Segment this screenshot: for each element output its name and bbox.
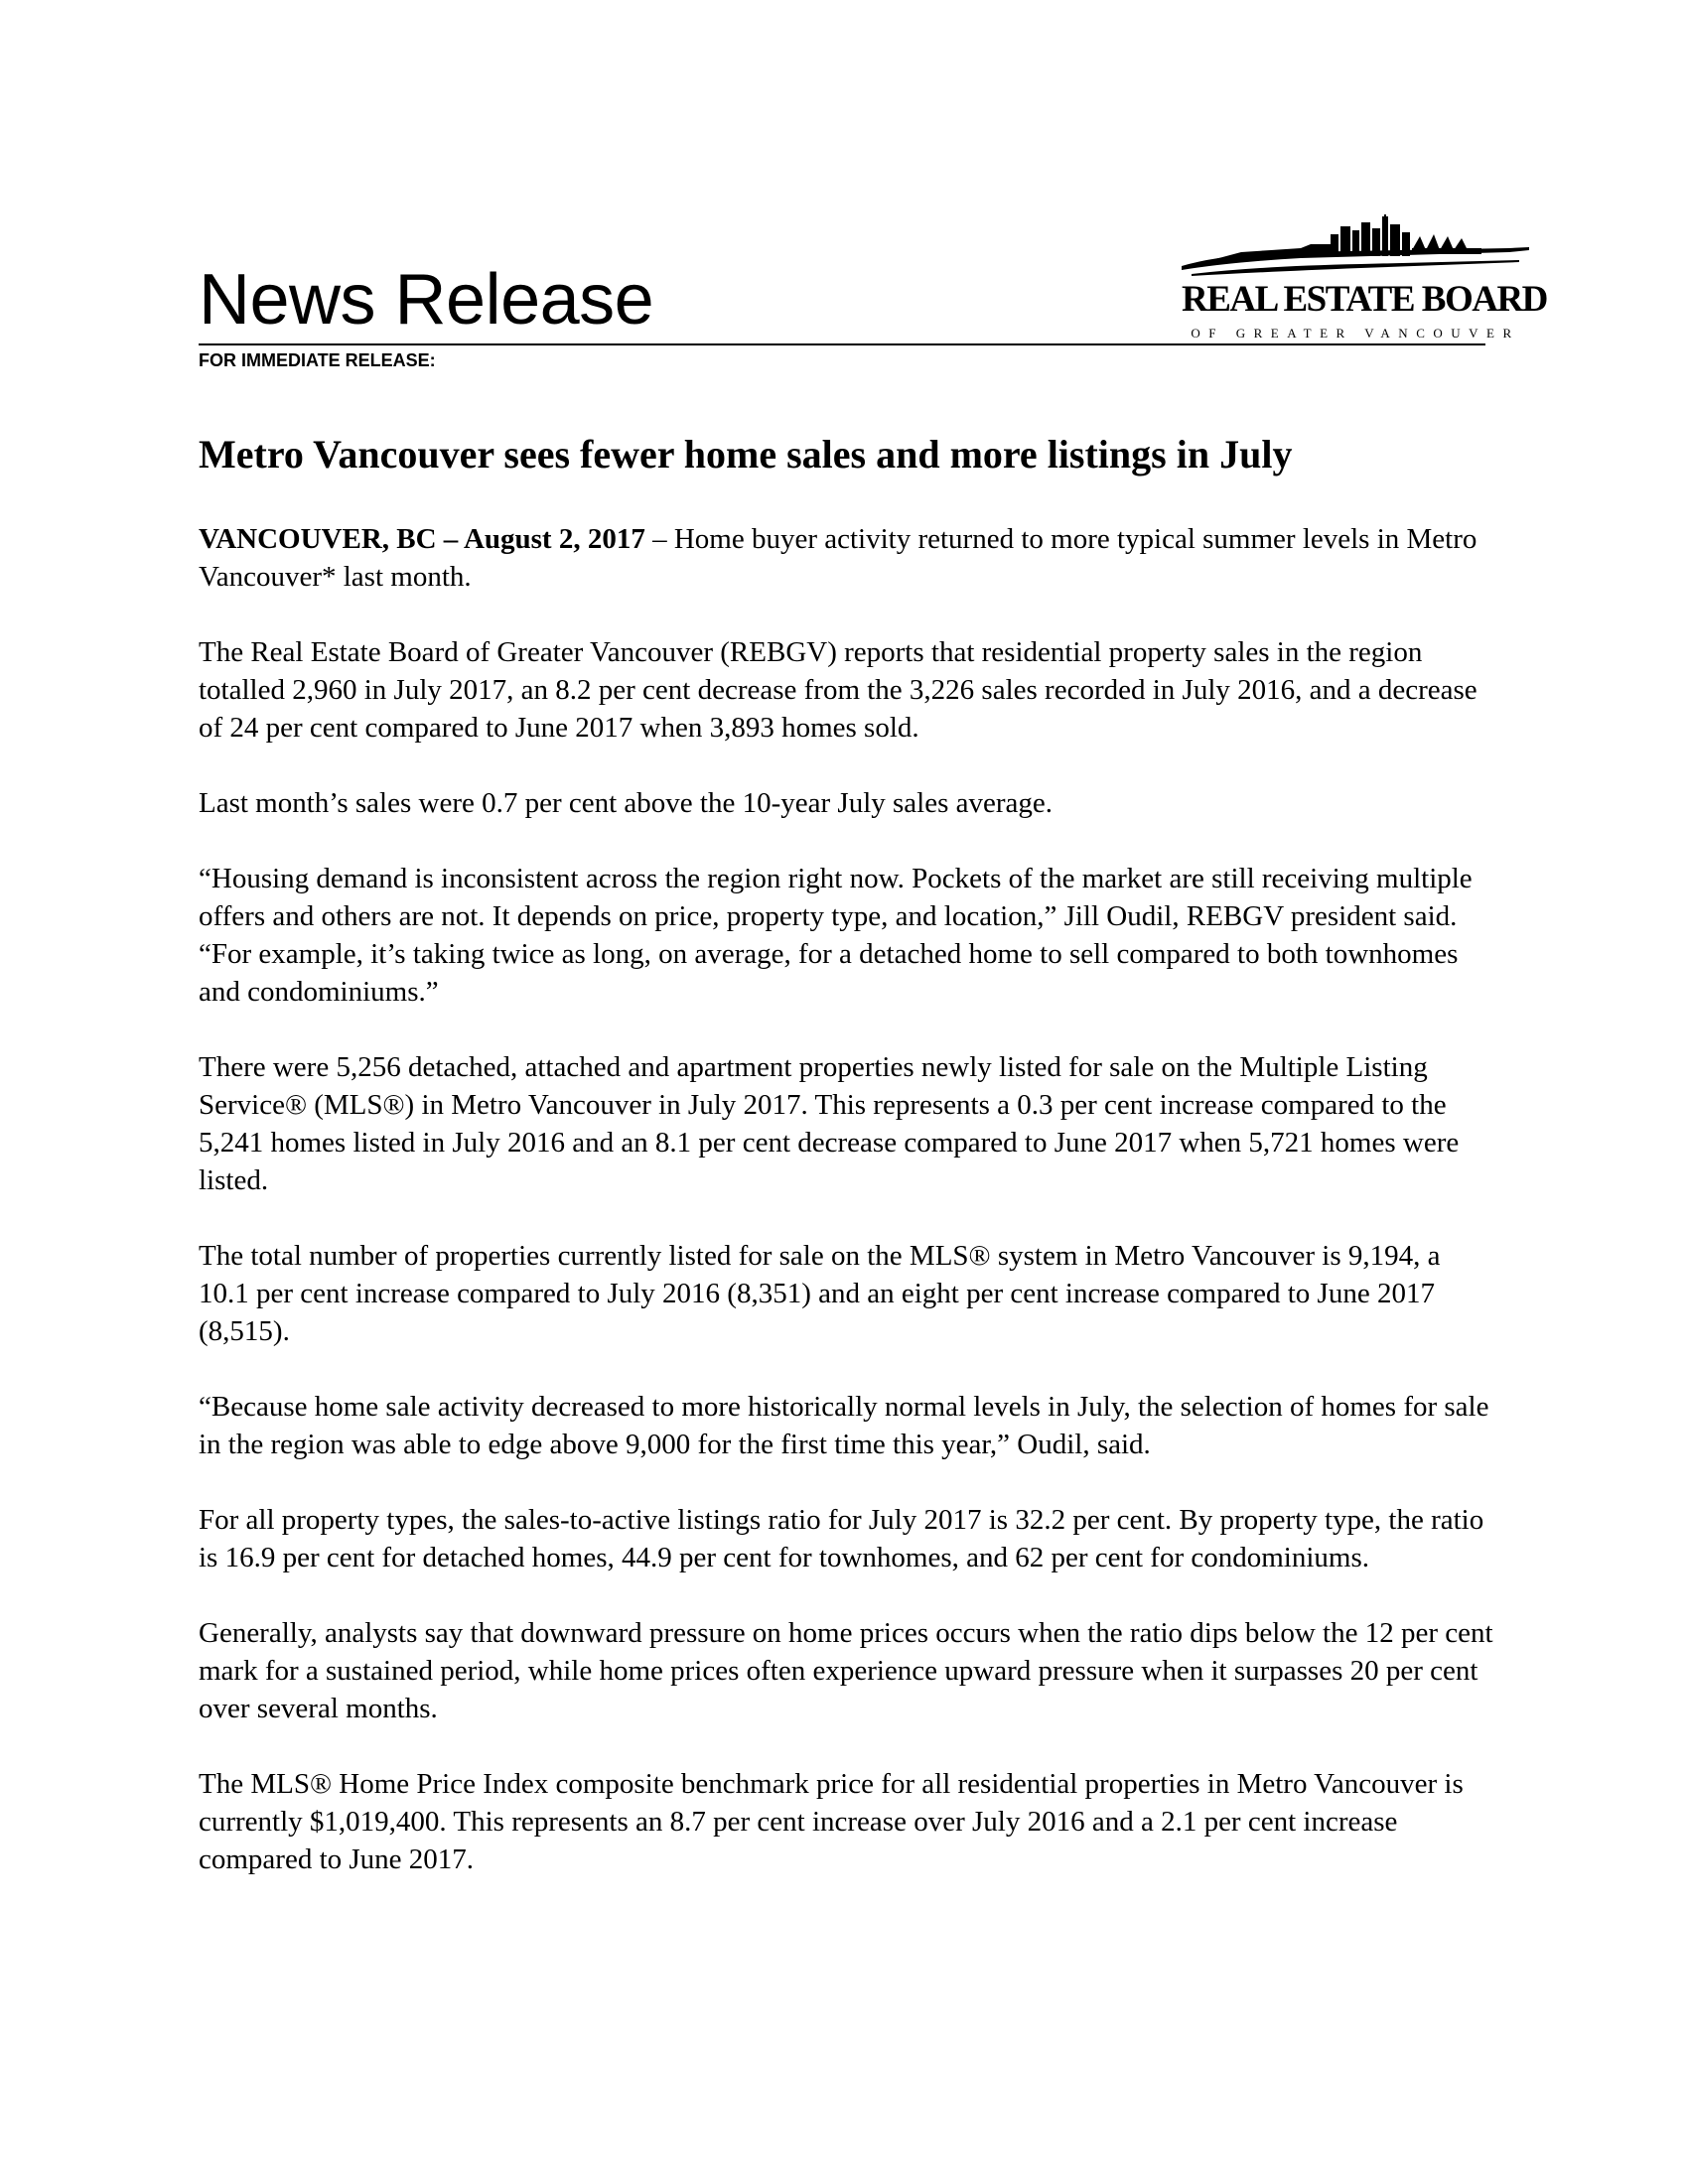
logo-subtitle: OF GREATER VANCOUVER: [1191, 326, 1520, 341]
page-title: News Release: [199, 260, 654, 340]
body-paragraph: The total number of properties currently listed for sale on the MLS® system in Metro Vancouver is 9,194, a 10.1 per cent increase compared to July 2016 (8,351) and an eight per cent increase compared to June 2017 (8,515).: [199, 1240, 1441, 1347]
lead-paragraph: [199, 520, 1494, 596]
body-paragraph: Generally, analysts say that downward pressure on home prices occurs when the ratio dips below the 12 per cent mark for a sustained period, while home prices often experience upward pressure when it surpasses 20 per cent over several months.: [199, 1617, 1493, 1724]
body-paragraph: There were 5,256 detached, attached and apartment properties newly listed for sale on the Multiple Listing Service® (MLS®) in Metro Vancouver in July 2017. This represents a 0.3 per cent increase compared to the 5,241 homes listed in July 2016 and an 8.1 per cent decrease compared to June 2017 when 5,721 homes were listed.: [199, 1051, 1460, 1196]
article-body: [199, 429, 1494, 1916]
body-paragraph: “Because home sale activity decreased to more historically normal levels in July, the selection of homes for sale in the region was able to edge above 9,000 for the first time this year,” Oudil, said.: [199, 1391, 1489, 1460]
article-headline: Metro Vancouver sees fewer home sales and more listings in July: [199, 432, 1293, 477]
page-header: [199, 199, 1547, 370]
release-label: FOR IMMEDIATE RELEASE:: [199, 350, 436, 370]
body-paragraph: “Housing demand is inconsistent across the region right now. Pockets of the market are still receiving multiple offers and others are not. It depends on price, property type, and location,” Jill Oudil, REBGV president said. “For example, it’s taking twice as long, on average, for a detached home to sell compared to both townhomes and condominiums.”: [199, 863, 1473, 1008]
body-paragraph: The MLS® Home Price Index composite benchmark price for all residential properties in Metro Vancouver is currently $1,019,400. This represents an 8.7 per cent increase over July 2016 and a 2.1 per cent increase compared to June 2017.: [199, 1768, 1464, 1875]
skyline-logo-icon: [1182, 214, 1529, 284]
lead-text: – Home buyer activity returned to more typical summer levels in Metro Vancouver* last month.: [199, 523, 1477, 593]
body-paragraph: The Real Estate Board of Greater Vancouver (REBGV) reports that residential property sales in the region totalled 2,960 in July 2017, an 8.2 per cent decrease from the 3,226 sales recorded in July 2016, and a decrease of 24 per cent compared to June 2017 when 3,893 homes sold.: [199, 636, 1477, 744]
body-paragraph: For all property types, the sales-to-active listings ratio for July 2017 is 32.2 per cent. By property type, the ratio is 16.9 per cent for detached homes, 44.9 per cent for townhomes, and 62 per cent for condominiums.: [199, 1504, 1484, 1573]
logo-wordmark: REAL ESTATE BOARD: [1182, 279, 1547, 320]
header-divider: [199, 343, 1485, 345]
dateline: VANCOUVER, BC – August 2, 2017: [199, 523, 645, 555]
rebgv-logo: [1182, 214, 1547, 343]
body-paragraph: Last month’s sales were 0.7 per cent above the 10-year July sales average.: [199, 787, 1054, 819]
